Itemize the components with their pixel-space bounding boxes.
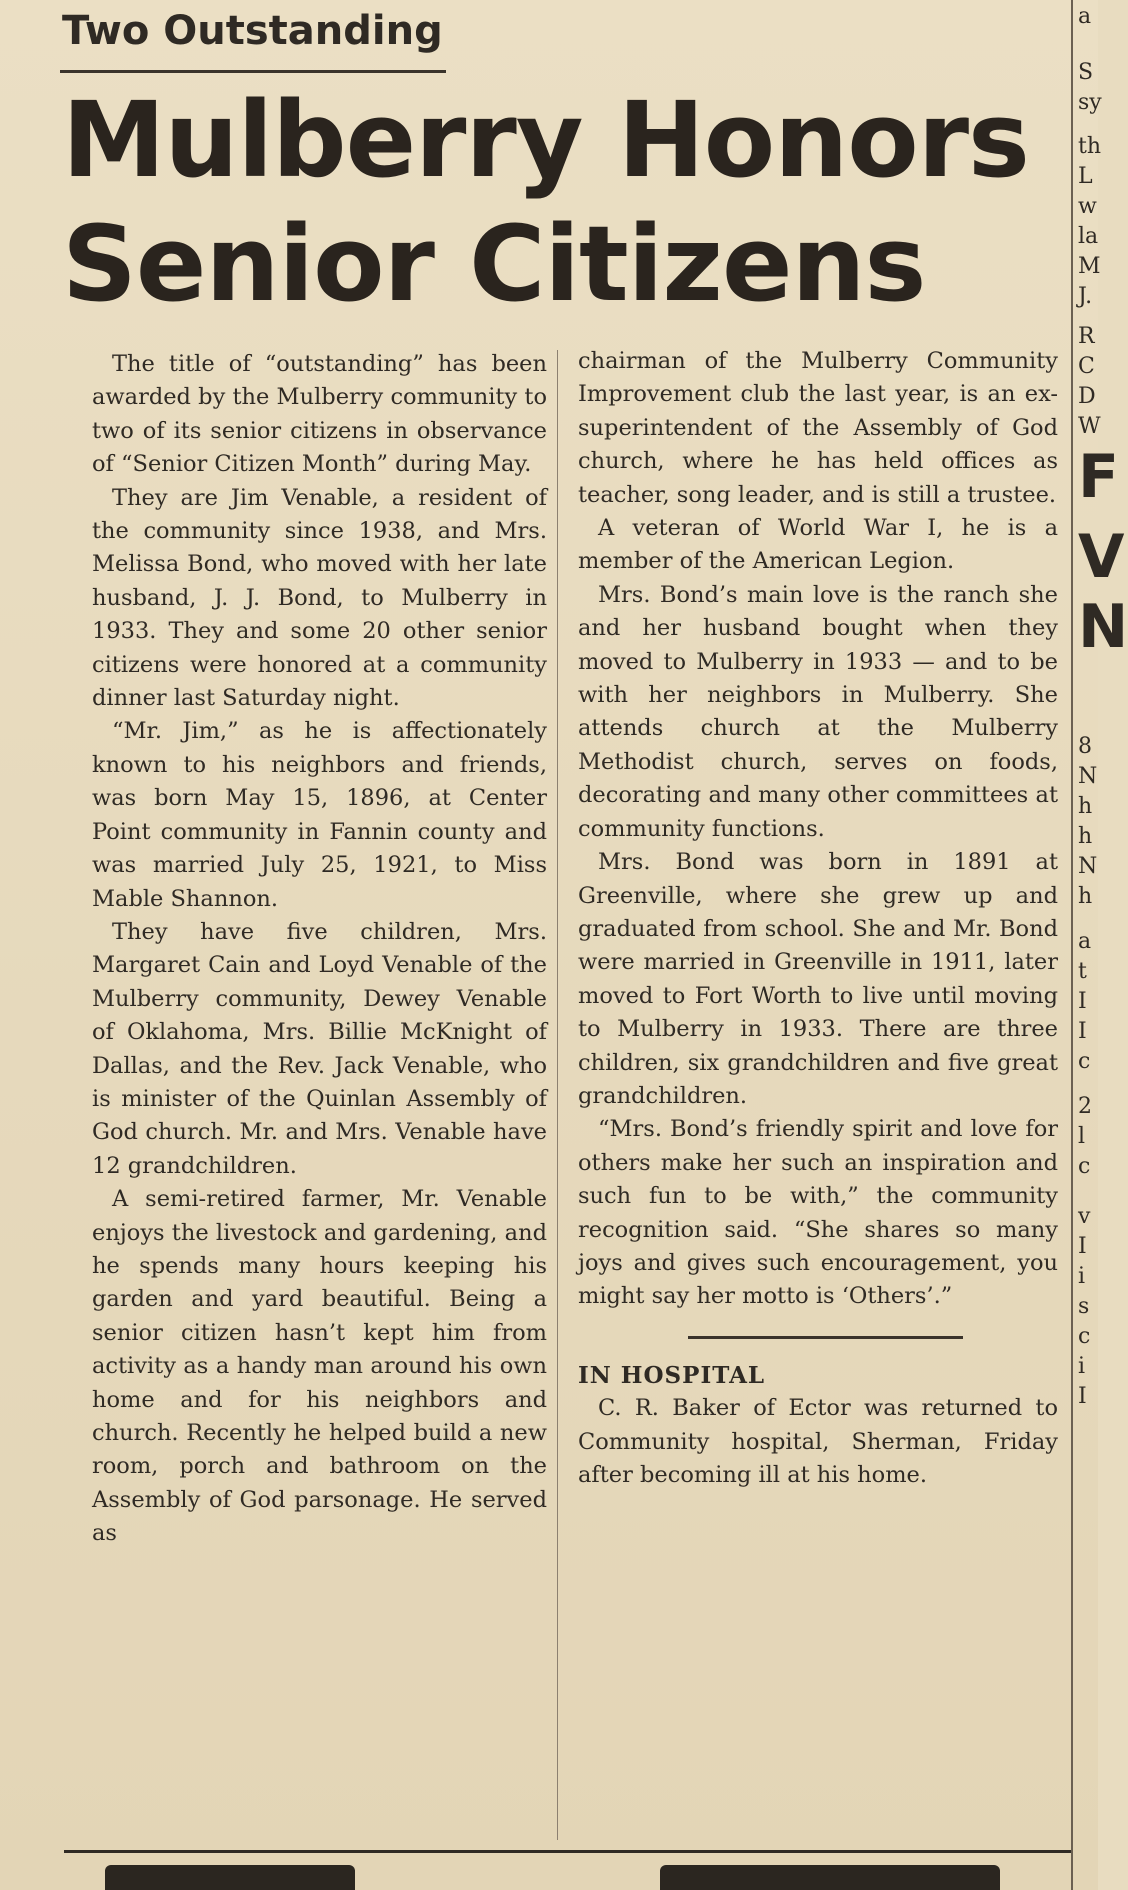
adjacent-column-fragment: i	[1078, 1354, 1086, 1379]
adjacent-column-fragment: R	[1078, 324, 1095, 349]
adjacent-column-fragment: I	[1078, 1234, 1087, 1259]
adjacent-column-fragment: w	[1078, 194, 1097, 219]
paragraph: Mrs. Bond was born in 1891 at Greenville, where she grew up and graduated from school. She and Mr. Bond were married in Greenville in 1911, later moved to Fort Worth to live until moving to Mulberry in 1933. There are three children, six grandchildren and five great grandchildren.	[578, 849, 1058, 1109]
adjacent-column-fragment: D	[1078, 384, 1096, 409]
next-headline-fragment	[105, 1865, 355, 1890]
paragraph: The title of “outstanding” has been awarded by the Mulberry community to two of its senior citizens in observance of “Senior Citizen Month” during May.	[92, 351, 547, 478]
adjacent-column-fragment: h	[1078, 794, 1093, 819]
paragraph: A semi-retired farmer, Mr. Venable enjoys the livestock and gardening, and he spends many hours keeping his garden and yard beautiful. Being a senior citizen hasn’t kept him from activity as a handy man around his own home and for his neighbors and church. Recently he helped build a new room, porch and bathroom on the Assembly of God parsonage. He served as	[92, 1186, 547, 1547]
kicker: Two Outstanding	[62, 8, 443, 54]
right-column-divider	[1071, 0, 1073, 1890]
adjacent-column-fragment: c	[1078, 1154, 1091, 1179]
adjacent-column-fragment: a	[1078, 4, 1092, 29]
paragraph: chairman of the Mulberry Community Improvement club the last year, is an ex-superintendent of the Assembly of God church, where he has held offices as teacher, song leader, and is still a trustee.	[578, 348, 1058, 508]
adjacent-column-fragment: W	[1078, 414, 1101, 439]
paragraph: They have five children, Mrs. Margaret Cain and Loyd Venable of the Mulberry community, Dewey Venable of Oklahoma, Mrs. Billie McKnight of Dallas, and the Rev. Jack Venable, who is minister of the Quinlan Assembly of God church. Mr. and Mrs. Venable have 12 grandchildren.	[92, 918, 547, 1179]
adjacent-column-fragment: M	[1078, 254, 1101, 279]
adjacent-column-fragment: J.	[1078, 284, 1093, 309]
brief-subhead: IN HOSPITAL	[578, 1361, 766, 1389]
section-rule	[688, 1336, 963, 1339]
adjacent-column-fragment: i	[1078, 1264, 1086, 1289]
bottom-rule	[64, 1850, 1071, 1853]
adjacent-column-fragment: v	[1078, 1204, 1091, 1229]
adjacent-column-strip	[1076, 0, 1128, 1890]
adjacent-column-fragment: N	[1078, 592, 1128, 662]
adjacent-column-fragment: N	[1078, 764, 1098, 789]
adjacent-column-fragment: 8	[1078, 734, 1092, 759]
brief-text: C. R. Baker of Ector was returned to Community hospital, Sherman, Friday after becoming ill at his home.	[578, 1395, 1058, 1488]
adjacent-column-fragment: la	[1078, 224, 1099, 249]
adjacent-column-fragment: V	[1078, 522, 1125, 592]
paragraph: Mrs. Bond’s main love is the ranch she and her husband bought when they moved to Mulberry in 1933 — and to be with her neighbors in Mulberry. She attends church at the Mulberry Methodist church, serves on foods, decorating and many other committees at community functions.	[578, 581, 1058, 842]
adjacent-column-fragment: N	[1078, 854, 1098, 879]
adjacent-column-fragment: C	[1078, 354, 1095, 379]
adjacent-column-fragment: 2	[1078, 1094, 1092, 1119]
adjacent-column-fragment: c	[1078, 1049, 1091, 1074]
adjacent-column-fragment: h	[1078, 884, 1093, 909]
adjacent-column-fragment: sy	[1078, 90, 1102, 115]
kicker-rule	[60, 70, 446, 73]
adjacent-column-fragment: a	[1078, 929, 1092, 954]
adjacent-column-fragment: F	[1078, 442, 1119, 512]
next-headline-fragment	[660, 1865, 1000, 1890]
article-column-1	[92, 348, 547, 1551]
adjacent-column-fragment: I	[1078, 989, 1087, 1014]
adjacent-column-fragment: h	[1078, 824, 1093, 849]
headline	[62, 78, 1062, 326]
paragraph: “Mrs. Bond’s friendly spirit and love for others make her such an inspiration and such fun to be with,” the community recognition said. “She shares so many joys and gives such encouragement, you might say her motto is ‘Others’.”	[578, 1116, 1058, 1310]
adjacent-column-fragment: S	[1078, 60, 1094, 85]
adjacent-column-fragment: l	[1078, 1124, 1086, 1149]
adjacent-column-fragment: s	[1078, 1294, 1090, 1319]
column-divider	[557, 350, 558, 1840]
headline-line-1: Mulberry Honors	[62, 79, 1029, 201]
paragraph: They are Jim Venable, a resident of the community since 1938, and Mrs. Melissa Bond, who moved with her late husband, J. J. Bond, to Mulberry in 1933. They and some 20 other senior citizens were honored at a community dinner last Saturday night.	[92, 484, 547, 712]
adjacent-column-fragment: c	[1078, 1324, 1091, 1349]
paragraph: “Mr. Jim,” as he is affectionately known to his neighbors and friends, was born May 15, 1896, at Center Point community in Fannin county and was married July 25, 1921, to Miss Mable Shannon.	[92, 718, 547, 912]
adjacent-column-fragment: I	[1078, 1384, 1087, 1409]
paragraph: A veteran of World War I, he is a member of the American Legion.	[578, 515, 1058, 575]
adjacent-column-fragment: I	[1078, 1019, 1087, 1044]
adjacent-column-fragment: th	[1078, 134, 1102, 159]
adjacent-column-fragment: t	[1078, 959, 1087, 984]
adjacent-column-fragment: L	[1078, 164, 1093, 189]
headline-line-2: Senior Citizens	[62, 203, 926, 325]
article-column-2	[578, 345, 1058, 1492]
